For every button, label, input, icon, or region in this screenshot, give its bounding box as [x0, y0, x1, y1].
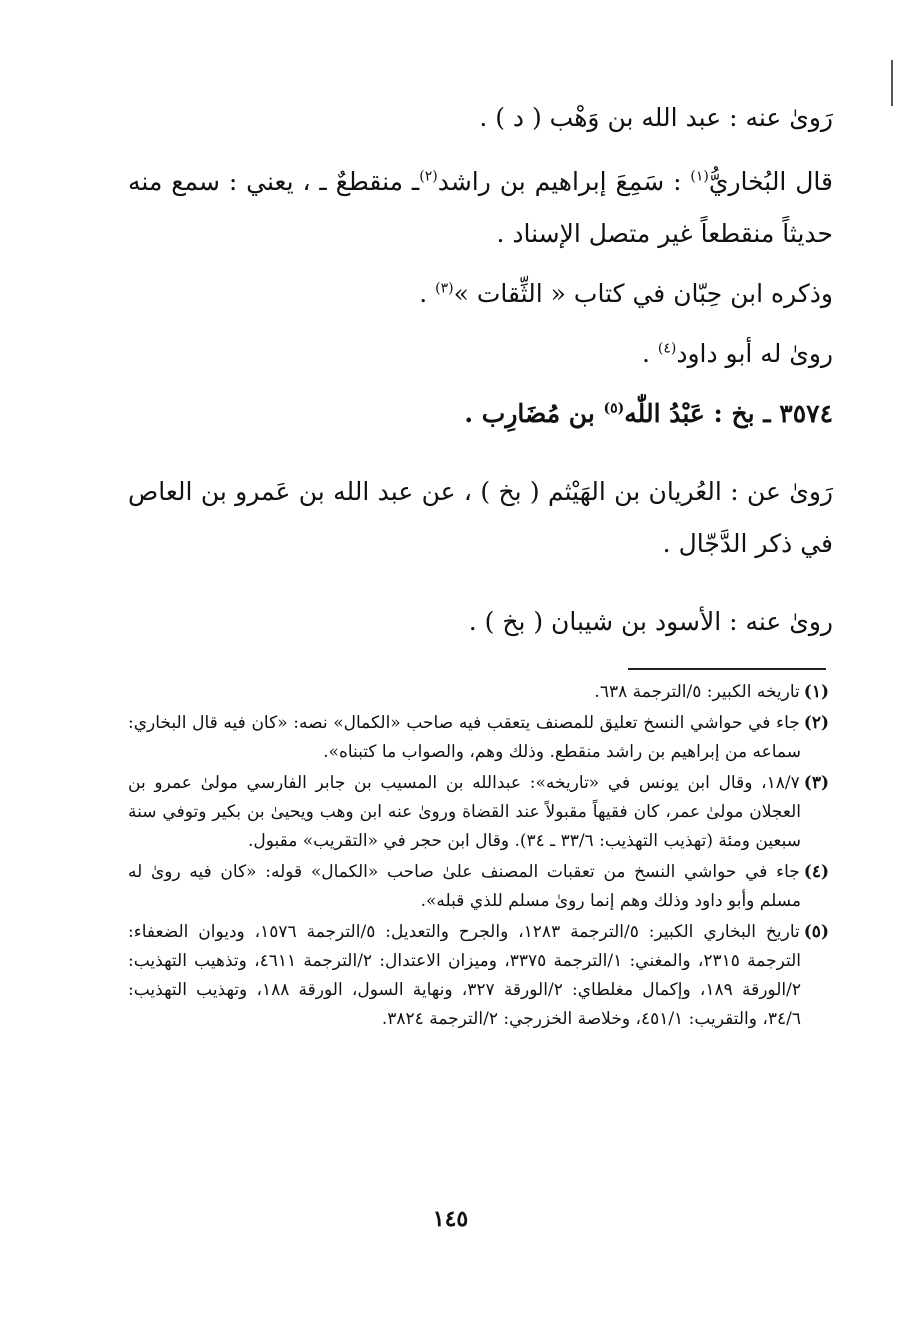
narrated-from-paragraph: رَوىٰ عن : العُريان بن الهَيْثم ( بخ ) ، عن عبد الله بن عَمرو بن العاص في ذكر الدَّجّال .	[128, 477, 833, 558]
footnote-ref-3[interactable]: (٣)	[435, 280, 454, 297]
narrators-from-line: رَوىٰ عنه : عبد الله بن وَهْب ( د ) .	[479, 103, 833, 132]
margin-mark	[891, 60, 893, 106]
footnote-5: (٥)تاريخ البخاري الكبير: ٥/الترجمة ١٢٨٣، والجرح والتعديل: ٥/الترجمة ١٥٧٦، وديوان الضعفاء: الترجمة ٢٣١٥، والمغني: ١/الترجمة ٣٣٧٥، وميزان الاعتدال: ٢/الترجمة ٤٦١١، وتذهيب التهذيب: ٢/الورقة ١٨٩، وإكمال مغلطاي: ٢/الورقة ٣٢٧، ونهاية السول، الورقة ١٨٨، وتهذيب التهذيب: ٣٤/٦، والتقريب: ٤٥١/١، وخلاصة الخزرجي: ٢/الترجمة ٣٨٢٤.	[128, 922, 829, 1029]
footnote-ref-1[interactable]: (١)	[690, 168, 709, 185]
narrated-by-line: روىٰ عنه : الأسود بن شيبان ( بخ ) .	[468, 607, 833, 636]
footnote-3: (٣)١٨/٧، وقال ابن يونس في «تاريخه»: عبدالله بن المسيب بن جابر الفارسي مولىٰ عمرو بن العجلان مولىٰ عمر، كان فقيهاً مقبولاً عند القضاة وروىٰ عنه ابن وهب ويحيىٰ بن بكير وتوفي سنة سبعين ومئة (تهذيب التهذيب: ٣٣/٦ ـ ٣٤). وقال ابن حجر في «التقريب» مقبول.	[128, 773, 829, 851]
footnote-ref-2[interactable]: (٢)	[419, 168, 438, 185]
bukhari-statement: قال البُخاريُّ$^{(١)}$ : سَمِعَ إبراهيم بن راشد$^{(٢)}$ـ منقطعٌ ـ ، يعني : سمع منه حديثاً منقطعاً غير متصل الإسناد .	[128, 167, 834, 248]
footnote-separator	[628, 668, 826, 670]
footnote-2: (٢)جاء في حواشي النسخ تعليق للمصنف يتعقب فيه صاحب «الكمال» نصه: «كان فيه قال البخاري: سماعه من إبراهيم بن راشد منقطع. وذلك وهم، والصواب ما كتبناه».	[128, 713, 829, 762]
footnotes	[128, 678, 829, 1036]
footnote-ref-5[interactable]: (٥)	[603, 400, 625, 417]
footnote-ref-4[interactable]: (٤)	[657, 340, 677, 357]
footnote-4: (٤)جاء في حواشي النسخ من تعقبات المصنف علىٰ صاحب «الكمال» قوله: «كان فيه روىٰ له مسلم وأبو داود وذلك وهم إنما روىٰ مسلم للذي قبله».	[128, 862, 829, 911]
footnote-1: (١)تاريخه الكبير: ٥/الترجمة ٦٣٨.	[594, 682, 829, 702]
ibn-hibban-line: وذكره ابن حِبّان في كتاب « الثِّقات »$^{(٣)}$ .	[419, 279, 833, 308]
abu-dawud-line: روىٰ له أبو داود$^{(٤)}$ .	[641, 339, 833, 368]
main-text	[128, 92, 833, 648]
page-number: ١٤٥	[432, 1206, 469, 1232]
entry-heading: ٣٥٧٤ ـ بخ : عَبْدُ اللّٰه$^{(٥)}$ بن مُضَارِب .	[464, 399, 833, 428]
